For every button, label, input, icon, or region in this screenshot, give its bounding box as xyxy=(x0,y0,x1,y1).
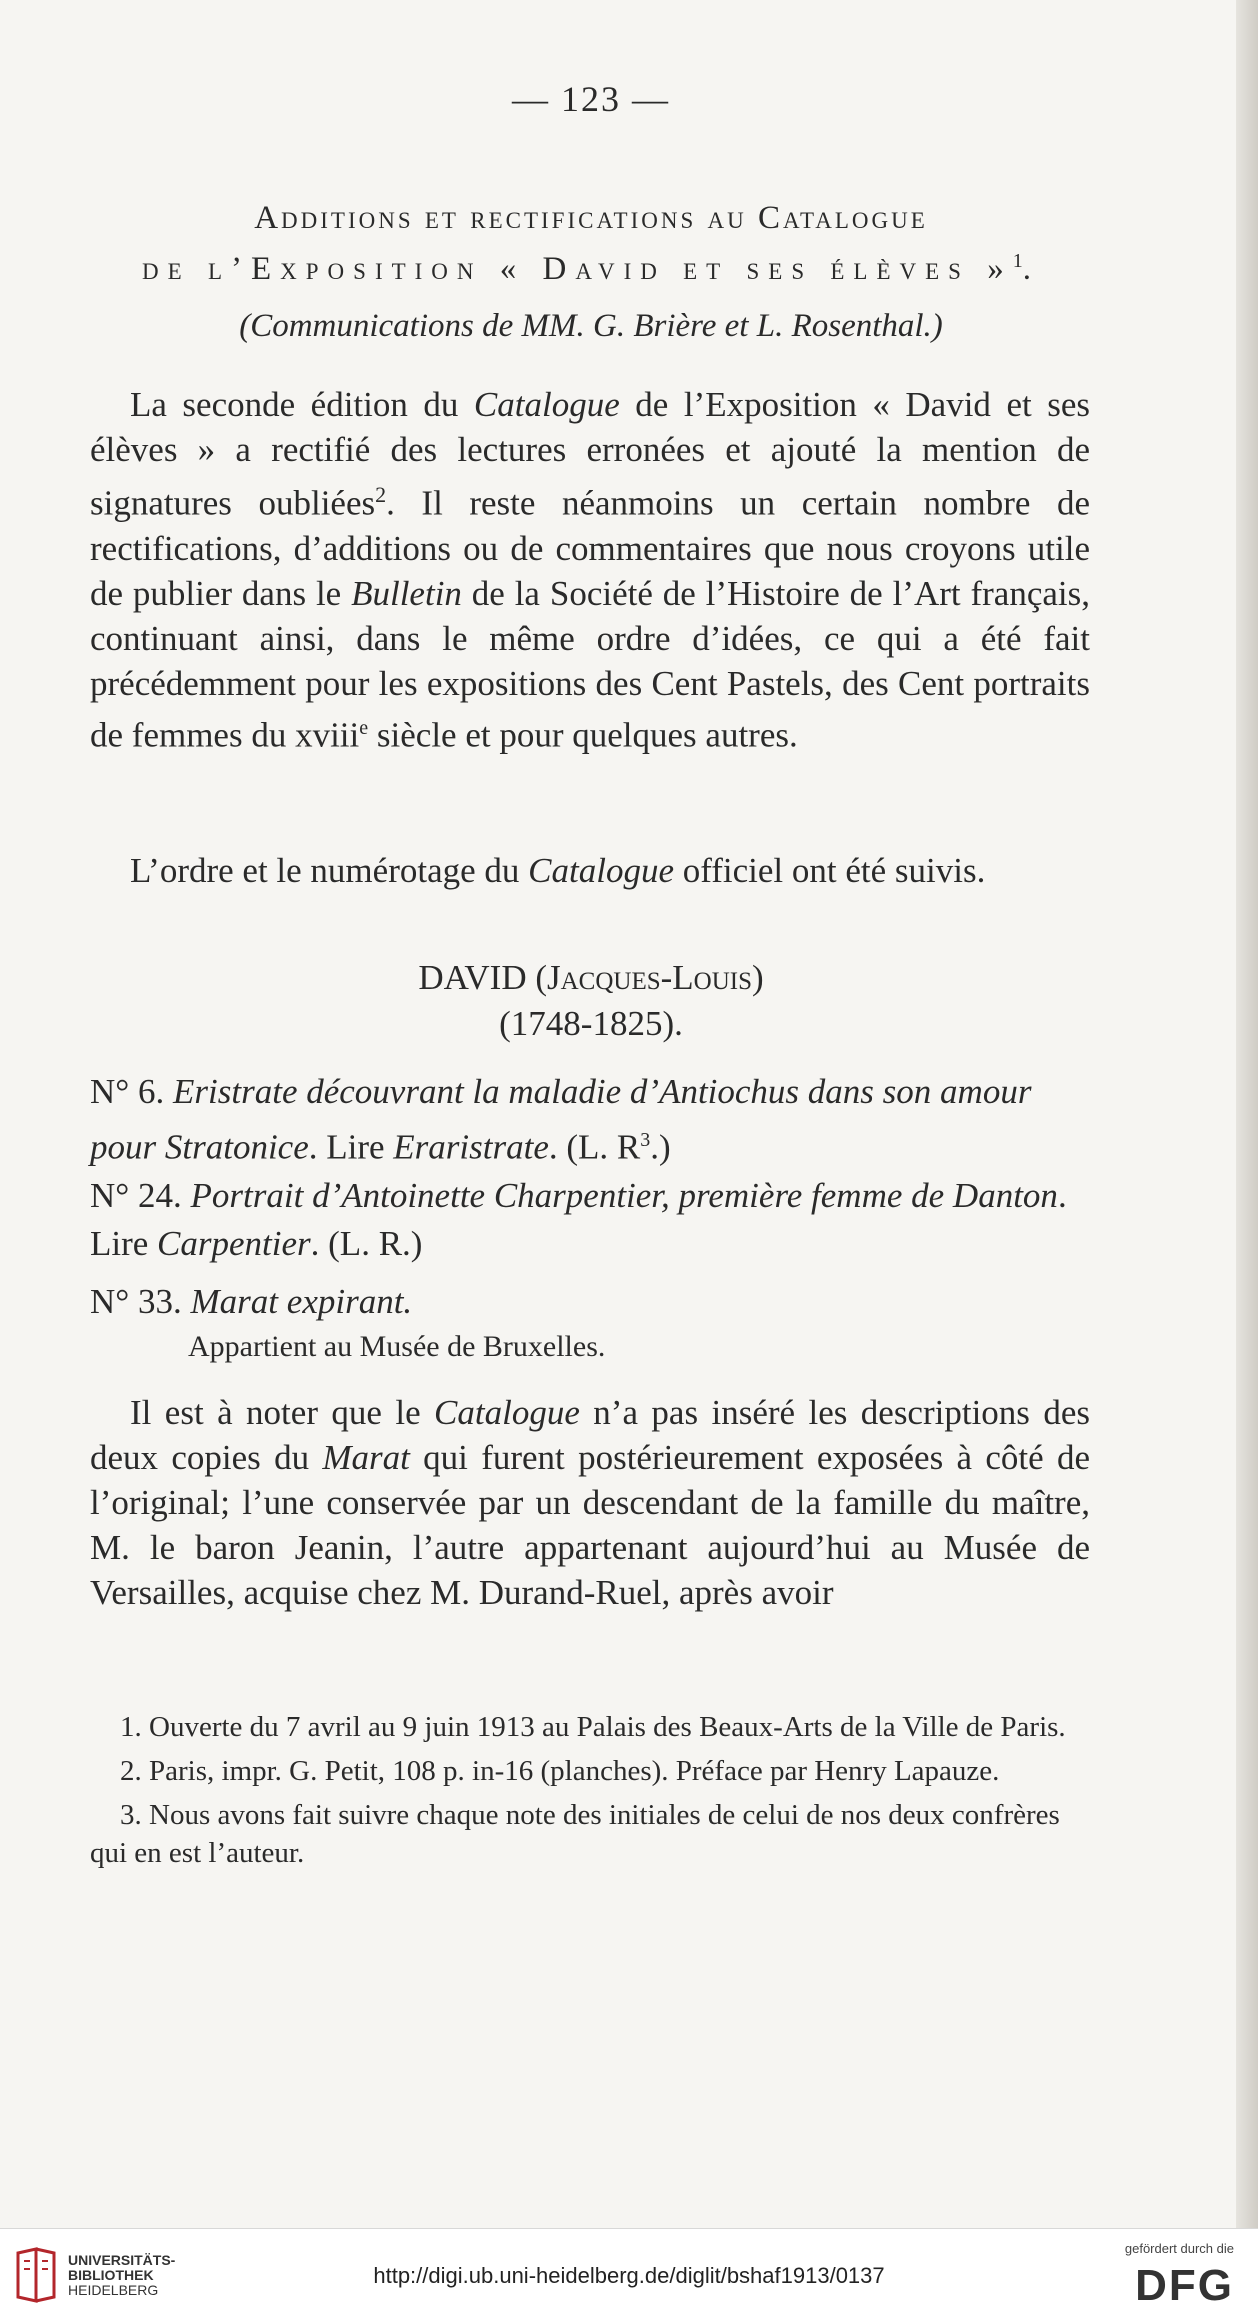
dfg-logo: DFG xyxy=(1135,2261,1234,2310)
artist-heading: DAVID (Jacques-Louis) xyxy=(418,958,764,997)
article-title-line1: Additions et rectifications au Catalogue xyxy=(254,200,928,236)
paragraph-intro: La seconde édition du Catalogue de l’Exposition « David et ses élèves » a rectifié des lectures erronées et ajouté la mention de signatures oubliées$^2$. Il reste néanmoins un certain nombre de rectifications, d’additions ou de commentaires que nous croyons utile de publier dans le Bulletin de la Société de l’Histoire de l’Art français, continuant ainsi, dans le même ordre d’idées, ce qui a été fait précédemment pour les expositions des Cent Pastels, des Cent portraits de femmes du xviii$^e$ siècle et pour quelques autres. xyxy=(90,385,1091,755)
footnote-ref-1: 1 xyxy=(1012,250,1023,272)
entry-note: Appartient au Musée de Bruxelles. xyxy=(188,1330,606,1363)
article-title-line2: de l’Exposition « David et ses élèves »$^1$. xyxy=(142,250,1040,287)
footnote: 1. Ouverte du 7 avril au 9 juin 1913 au Palais des Beaux-Arts de la Ville de Paris. xyxy=(120,1711,1066,1743)
artist-dates: (1748-1825). xyxy=(499,1004,683,1043)
title-line2-text: de l’Exposition « David et ses élèves » xyxy=(142,251,1013,287)
page-number: — 123 — xyxy=(512,79,670,119)
footnote: 3. Nous avons fait suivre chaque note des initiales de celui de nos deux confrères qui en est l’auteur. xyxy=(90,1799,1060,1869)
paragraph-order: L’ordre et le numérotage du Catalogue officiel ont été suivis. xyxy=(130,851,986,890)
catalogue-entry: N° 24. Portrait d’Antoinette Charpentier, première femme de Danton. Lire Carpentier. (L. R.) xyxy=(90,1176,1067,1263)
article-subtitle: (Communications de MM. G. Brière et L. Rosenthal.) xyxy=(239,308,943,344)
permalink-url[interactable]: http://digi.ub.uni-heidelberg.de/diglit/bshaf1913/0137 xyxy=(373,2263,885,2288)
footnote-ref-2: 2 xyxy=(375,482,387,507)
footnote: 2. Paris, impr. G. Petit, 108 p. in-16 (planches). Préface par Henry Lapauze. xyxy=(120,1755,1000,1787)
catalogue-entry: N° 6. Eristrate découvrant la maladie d’Antiochus dans son amour pour Stratonice. Lire Eraristrate. (L. $R^3$.) xyxy=(90,1072,1032,1167)
viewer-footer xyxy=(0,2228,1258,2323)
catalogue-entry: N° 33. Marat expirant. xyxy=(90,1282,413,1321)
footnotes xyxy=(90,1708,1090,1878)
paragraph-copies: Il est à noter que le Catalogue n’a pas inséré les descriptions des deux copies du Marat qui furent postérieurement exposées à côté de l’original; l’une conservée par un descendant de la famille du maître, M. le baron Jeanin, l’autre appartenant aujourd’hui au Musée de Versailles, acquise chez M. Durand-Ruel, après avoir xyxy=(90,1393,1090,1612)
page-gutter-shadow xyxy=(1236,0,1258,2228)
funding-note: gefördert durch die xyxy=(1124,2241,1234,2256)
library-name: UNIVERSITÄTS- BIBLIOTHEK HEIDELBERG xyxy=(68,2252,176,2298)
